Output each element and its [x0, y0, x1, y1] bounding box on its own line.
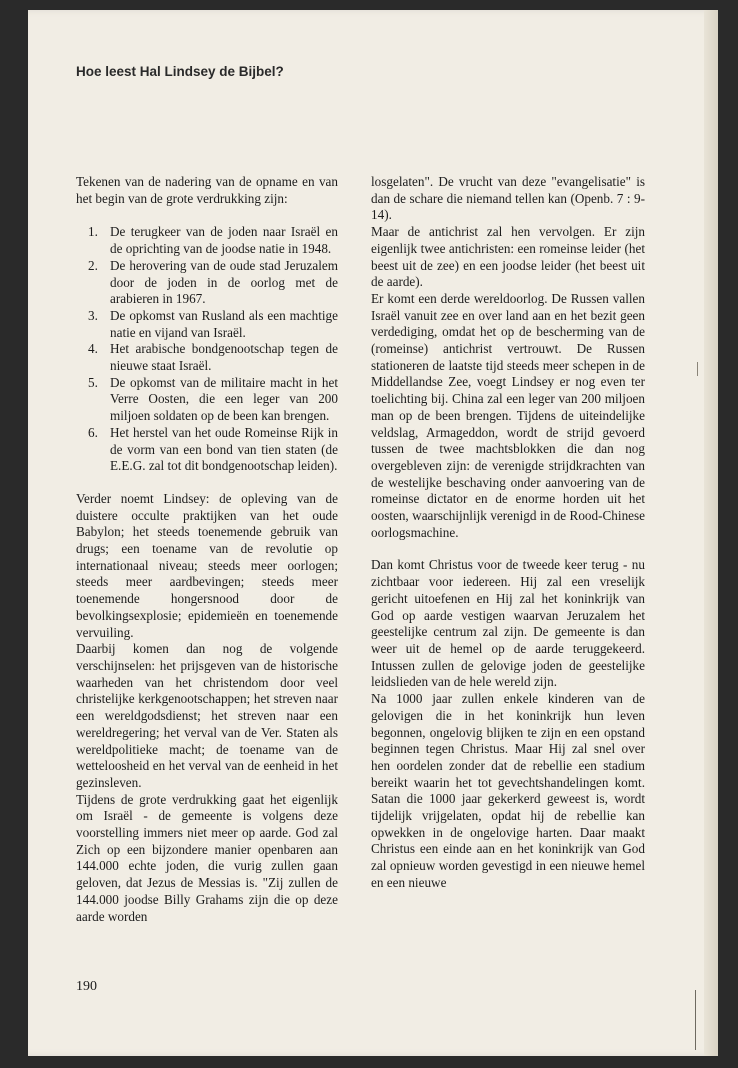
margin-mark — [697, 362, 698, 376]
page-spine-shadow — [704, 10, 718, 1056]
list-item: 5. De opkomst van de militaire macht in het Verre Oosten, die een leger van 200 miljoen soldaten op de been kan brengen. — [88, 374, 338, 424]
body-paragraph: Tijdens de grote verdrukking gaat het eigenlijk om Israël - de gemeente is volgens deze voorstelling immers niet meer op aarde. God zal Zich op een bijzondere manier openbaren aan 144.000 echte joden, die vurig zullen gaan geloven, dat Jezus de Messias is. "Zij zullen de 144.000 joodse Billy Grahams zijn die op deze aarde worden — [76, 791, 338, 924]
page-number: 190 — [76, 979, 97, 994]
list-item: 6. Het herstel van het oude Romeinse Rijk in de vorm van een bond van tien staten (de E.E.G. zal tot dit bondgenootschap leiden). — [88, 424, 338, 474]
signs-list — [76, 224, 338, 475]
right-column — [371, 174, 645, 892]
margin-mark-bottom — [695, 990, 696, 1050]
running-header: Hoe leest Hal Lindsey de Bijbel? — [76, 64, 284, 79]
body-paragraph: Maar de antichrist zal hen vervolgen. Er zijn eigenlijk twee antichristen: een romeinse leider (het beest uit de zee) en een joodse leider (het beest uit de aarde). — [371, 224, 645, 290]
body-paragraph: Na 1000 jaar zullen enkele kinderen van de gelovigen die in het koninkrijk hun leven begonnen, ongelovig blijken te zijn en een opstand beginnen tegen Christus. Maar Hij zal snel over hen oordelen zonder dat de rebellie een stadium bereikt waarin het tot gevechtshandelingen komt. Satan die 1000 jaar gekerkerd geweest is, wordt tijdelijk vrijgelaten, opdat hij de rebellie kan opwekken in de ongelovige harten. Daar maakt Christus een einde aan en het koninkrijk van God zal opnieuw worden gevestigd in een nieuwe hemel en een nieuwe — [371, 691, 645, 890]
body-paragraph: losgelaten". De vrucht van deze "evangelisatie" is dan de schare die niemand tellen kan (Openb. 7 : 9-14). — [371, 174, 645, 223]
body-paragraph: Er komt een derde wereldoorlog. De Russen vallen Israël vanuit zee en over land aan en het bezit geen verdediging, omdat het op de bescherming van de (romeinse) antichrist vertrouwt. De Russen stationeren de laatste tijd steeds meer schepen in de Middellandse Zee, voegt Lindsey er nog even ter toelichting bij. China zal een leger van 200 miljoen man op de been brengen. Tijdens de uiteindelijke veldslag, Armageddon, wordt de strijd gevoerd tussen de twee machtsblokken die dan nog overgebleven zijn: de verenigde strijdkrachten van de westelijke beschaving onder aanvoering van de romeinse dictator en de enorme horden uit het oosten, waarschijnlijk verenigd in de Rood-Chinese oorlogsmachine. — [371, 290, 645, 540]
list-item: 3. De opkomst van Rusland als een machtige natie en vijand van Israël. — [88, 307, 338, 340]
body-paragraph: Verder noemt Lindsey: de opleving van de duistere occulte praktijken van het oude Babylon; het steeds toenemende gebruik van drugs; een toename van de revolutie op internationaal niveau; steeds meer oorlogen; steeds meer aardbevingen; steeds meer toenemende hongersnood door de bevolkingsexplosie; epidemieën en toenemende vervuiling. — [76, 490, 338, 640]
left-column — [76, 174, 338, 925]
list-item: 4. Het arabische bondgenootschap tegen de nieuwe staat Israël. — [88, 341, 338, 374]
body-paragraph: Dan komt Christus voor de tweede keer terug - nu zichtbaar voor iedereen. Hij zal een vreselijk gericht uitoefenen en Hij zal het koninkrijk van God op aarde vestigen waarvan Jeruzalem het geestelijke centrum zal zijn. De gemeente is dan weer uit de hemel op de aarde teruggekeerd. Intussen zullen de gelovige joden de geestelijke leidslieden van de hele wereld zijn. — [371, 557, 645, 690]
list-item: 2. De herovering van de oude stad Jeruzalem door de joden in de oorlog met de arabieren in 1967. — [88, 257, 338, 307]
body-paragraph: Daarbij komen dan nog de volgende verschijnselen: het prijsgeven van de historische waarheden van het christendom door veel christelijke kerkgenootschappen; het streven naar een wereldgodsdienst; het streven naar een wereldregering; het verval van de Ver. Staten als wereldpolitieke macht; de toename van de wetteloosheid en het verval van de eenheid in het gezinsleven. — [76, 641, 338, 790]
list-item: 1. De terugkeer van de joden naar Israël en de oprichting van de joodse natie in 1948. — [88, 224, 338, 257]
intro-paragraph: Tekenen van de nadering van de opname en van het begin van de grote verdrukking zijn: — [76, 174, 338, 206]
